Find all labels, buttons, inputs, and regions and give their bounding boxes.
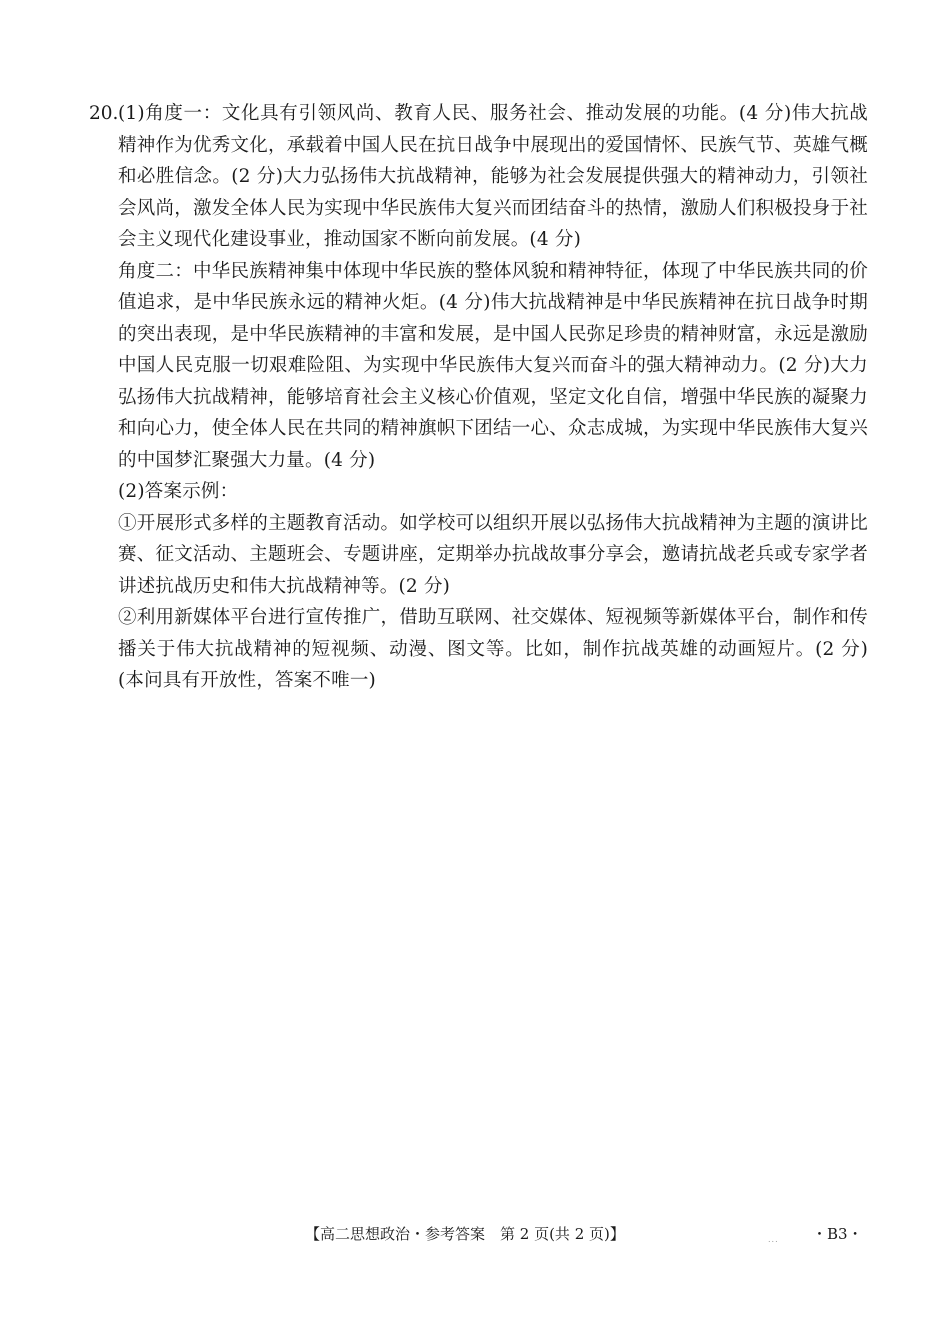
answer-content (118, 98, 868, 697)
footer-code: ・B3・ (812, 1225, 863, 1243)
answer-paragraph-part2-heading: (2)答案示例： (118, 481, 239, 502)
footer-title: 【高二思想政治・参考答案 第 2 页(共 2 页)】 (305, 1225, 625, 1243)
question-number: 20. (89, 103, 119, 124)
answer-paragraph-part1-angle1: (1)角度一：文化具有引领风尚、教育人民、服务社会、推动发展的功能。(4 分)伟大抗战精神作为优秀文化，承载着中国人民在抗日战争中展现出的爱国情怀、民族气节、英雄气概和必胜信念。(2 分)大力弘扬伟大抗战精神，能够为社会发展提供强大的精神动力，引领社会风尚，激发全体人民为实现中华民族伟大复兴而团结奋斗的热情，激励人们积极投身于社会主义现代化建设事业，推动国家不断向前发展。(4 分) (118, 103, 868, 250)
answer-paragraph-example1: ①开展形式多样的主题教育活动。如学校可以组织开展以弘扬伟大抗战精神为主题的演讲比赛、征文活动、主题班会、专题讲座，定期举办抗战故事分享会，邀请抗战老兵或专家学者讲述抗战历史和伟大抗战精神等。(2 分) (118, 512, 868, 597)
footer-dots: ... (768, 1235, 779, 1244)
page-footer (0, 1221, 950, 1247)
answer-paragraph-example2: ②利用新媒体平台进行宣传推广，借助互联网、社交媒体、短视频等新媒体平台，制作和传播关于伟大抗战精神的短视频、动漫、图文等。比如，制作抗战英雄的动画短片。(2 分)(本问具有开放性，答案不唯一) (118, 607, 868, 691)
answer-paragraph-part1-angle2: 角度二：中华民族精神集中体现中华民族的整体风貌和精神特征，体现了中华民族共同的价值追求，是中华民族永远的精神火炬。(4 分)伟大抗战精神是中华民族精神在抗日战争时期的突出表现，是中华民族精神的丰富和发展，是中国人民弥足珍贵的精神财富，永远是激励中国人民克服一切艰难险阻、为实现中华民族伟大复兴而奋斗的强大精神动力。(2 分)大力弘扬伟大抗战精神，能够培育社会主义核心价值观，坚定文化自信，增强中华民族的凝聚力和向心力，使全体人民在共同的精神旗帜下团结一心、众志成城，为实现中华民族伟大复兴的中国梦汇聚强大力量。(4 分) (118, 260, 868, 471)
